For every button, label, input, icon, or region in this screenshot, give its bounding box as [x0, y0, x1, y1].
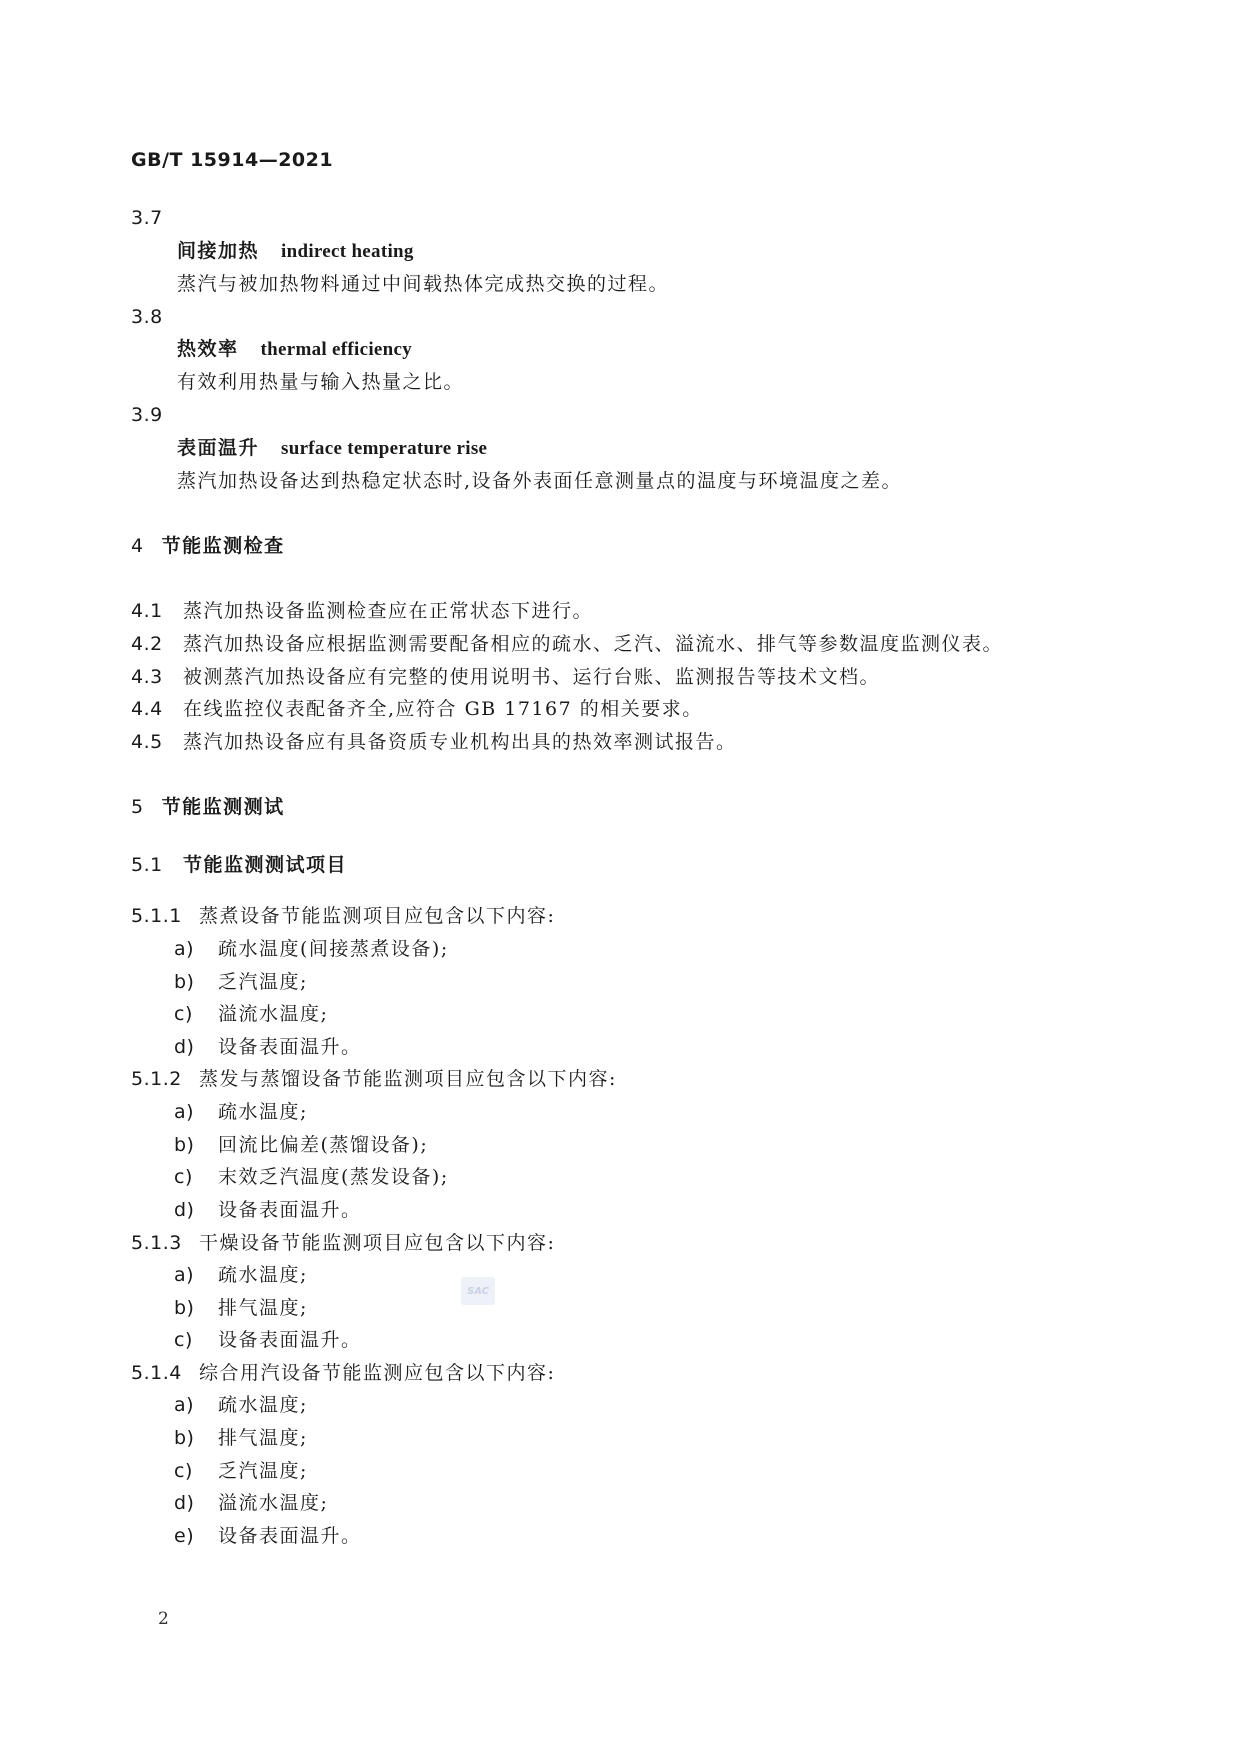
list-marker: b): [174, 1134, 195, 1156]
list-item: [174, 1263, 308, 1287]
section-heading: [131, 534, 285, 558]
list-text: 设备表面温升。: [218, 1036, 362, 1058]
clause-text: 在线监控仪表配备齐全,应符合 GB 17167 的相关要求。: [183, 698, 703, 720]
term-cn: 热效率: [177, 338, 239, 360]
subsection-title: 节能监测测试项目: [183, 854, 348, 876]
term-en: surface temperature rise: [281, 438, 488, 459]
term-heading: [177, 239, 414, 264]
clause-number: 4.2: [131, 633, 163, 655]
list-marker: e): [174, 1525, 195, 1547]
clause-number: 5.1.2: [131, 1068, 182, 1090]
clause-number: 5.1.1: [131, 905, 182, 927]
clause: [131, 730, 737, 754]
list-text: 设备表面温升。: [218, 1329, 362, 1351]
clause-text: 干燥设备节能监测项目应包含以下内容:: [199, 1232, 556, 1254]
page-number: 2: [158, 1609, 169, 1629]
list-marker: b): [174, 1427, 195, 1449]
clause: [131, 599, 593, 623]
term-heading: [177, 337, 412, 362]
list-item: [174, 970, 308, 994]
clause-text: 蒸汽加热设备监测检查应在正常状态下进行。: [183, 600, 594, 622]
list-marker: c): [174, 1003, 193, 1025]
section-number: 4: [131, 535, 144, 557]
list-item: [174, 1133, 428, 1157]
clause: [131, 1231, 555, 1255]
clause: [131, 1361, 555, 1385]
section-title: 节能监测测试: [161, 796, 285, 818]
clause: [131, 632, 1003, 656]
list-item: [174, 1198, 362, 1222]
list-item: [174, 1524, 362, 1548]
list-text: 疏水温度;: [218, 1394, 308, 1416]
list-marker: d): [174, 1492, 195, 1514]
clause-number: 4.3: [131, 666, 163, 688]
term-number: 3.7: [131, 207, 163, 229]
term-en: thermal efficiency: [260, 339, 413, 360]
list-text: 疏水温度(间接蒸煮设备);: [218, 938, 449, 960]
clause-text: 蒸汽加热设备应根据监测需要配备相应的疏水、乏汽、溢流水、排气等参数温度监测仪表。: [183, 633, 1004, 655]
clause-number: 4.4: [131, 698, 163, 720]
list-item: [174, 1459, 308, 1483]
list-marker: c): [174, 1166, 193, 1188]
clause: [131, 665, 880, 689]
clause: [131, 1067, 617, 1091]
standard-code: GB/T 15914—2021: [131, 149, 334, 171]
list-text: 疏水温度;: [218, 1101, 308, 1123]
list-text: 排气温度;: [218, 1297, 308, 1319]
subsection-number: 5.1: [131, 854, 163, 876]
clause-text: 被测蒸汽加热设备应有完整的使用说明书、运行台账、监测报告等技术文档。: [183, 666, 881, 688]
list-text: 末效乏汽温度(蒸发设备);: [218, 1166, 449, 1188]
term-definition: 有效利用热量与输入热量之比。: [177, 371, 465, 393]
list-item: [174, 1328, 362, 1352]
section-number: 5: [131, 796, 144, 818]
clause: [131, 697, 703, 721]
list-marker: a): [174, 1101, 195, 1123]
list-marker: a): [174, 938, 195, 960]
list-text: 排气温度;: [218, 1427, 308, 1449]
term-number: 3.8: [131, 306, 163, 328]
list-text: 设备表面温升。: [218, 1199, 362, 1221]
list-marker: c): [174, 1460, 193, 1482]
term-cn: 间接加热: [177, 240, 260, 262]
list-marker: b): [174, 1297, 195, 1319]
list-text: 疏水温度;: [218, 1264, 308, 1286]
list-text: 溢流水温度;: [218, 1492, 329, 1514]
term-number: 3.9: [131, 404, 163, 426]
list-marker: d): [174, 1199, 195, 1221]
list-item: [174, 1393, 308, 1417]
clause-text: 蒸煮设备节能监测项目应包含以下内容:: [199, 905, 556, 927]
list-text: 回流比偏差(蒸馏设备);: [218, 1134, 429, 1156]
clause-text: 蒸汽加热设备应有具备资质专业机构出具的热效率测试报告。: [183, 731, 737, 753]
term-en: indirect heating: [281, 241, 414, 262]
list-item: [174, 1100, 308, 1124]
list-item: [174, 937, 449, 961]
section-heading: [131, 795, 285, 819]
sac-watermark-logo: SAC: [461, 1277, 495, 1305]
subsection-heading: [131, 853, 347, 877]
term-heading: [177, 436, 487, 461]
list-item: [174, 1426, 308, 1450]
list-text: 乏汽温度;: [218, 971, 308, 993]
term-definition: 蒸汽加热设备达到热稳定状态时,设备外表面任意测量点的温度与环境温度之差。: [177, 470, 903, 492]
clause-number: 4.1: [131, 600, 163, 622]
list-marker: a): [174, 1394, 195, 1416]
clause-number: 5.1.3: [131, 1232, 182, 1254]
clause-number: 4.5: [131, 731, 163, 753]
term-cn: 表面温升: [177, 437, 260, 459]
list-text: 设备表面温升。: [218, 1525, 362, 1547]
list-item: [174, 1296, 308, 1320]
clause-text: 蒸发与蒸馏设备节能监测项目应包含以下内容:: [199, 1068, 617, 1090]
list-marker: d): [174, 1036, 195, 1058]
list-item: [174, 1035, 362, 1059]
list-item: [174, 1491, 328, 1515]
clause: [131, 904, 555, 928]
list-marker: a): [174, 1264, 195, 1286]
clause-text: 综合用汽设备节能监测应包含以下内容:: [199, 1362, 556, 1384]
section-title: 节能监测检查: [161, 535, 285, 557]
term-definition: 蒸汽与被加热物料通过中间载热体完成热交换的过程。: [177, 273, 670, 295]
list-item: [174, 1002, 328, 1026]
clause-number: 5.1.4: [131, 1362, 182, 1384]
list-text: 乏汽温度;: [218, 1460, 308, 1482]
list-marker: c): [174, 1329, 193, 1351]
list-text: 溢流水温度;: [218, 1003, 329, 1025]
list-item: [174, 1165, 449, 1189]
list-marker: b): [174, 971, 195, 993]
